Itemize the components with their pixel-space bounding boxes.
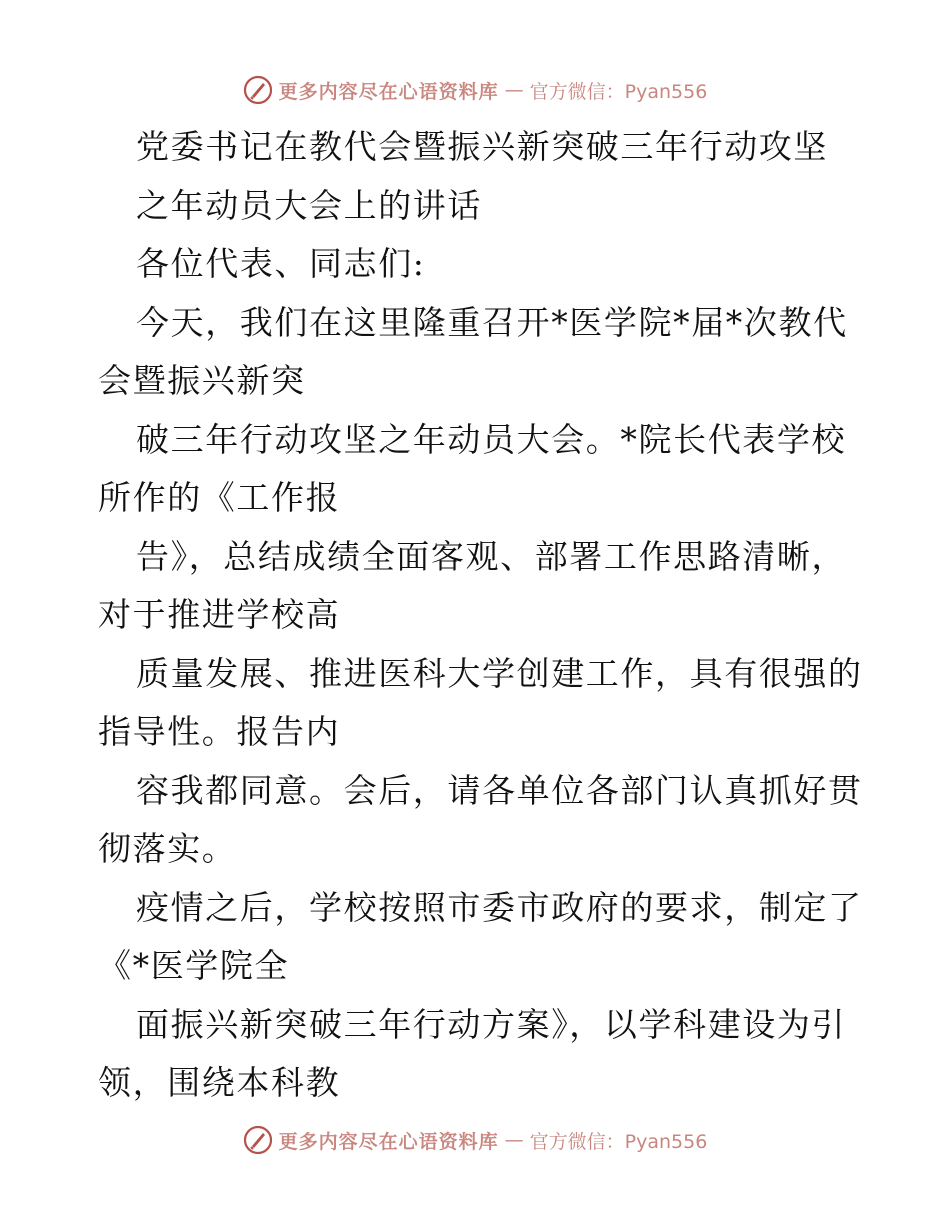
document-line: 各位代表、同志们: [136, 244, 426, 283]
document-line: 面振兴新突破三年行动方案》，以学科建设为引 [136, 1004, 847, 1044]
footer-watermark [0, 1120, 950, 1160]
document-line: 所作的《工作报 [98, 478, 341, 517]
document-line: 彻落实。 [98, 829, 237, 868]
header-watermark [0, 70, 950, 110]
document-line: 《*医学院全 [98, 946, 290, 985]
document-line: 对于推进学校高 [98, 595, 341, 634]
document-body [98, 118, 863, 1113]
document-line: 质量发展、推进医科大学创建工作，具有很强的 [136, 653, 863, 693]
document-line: 今天，我们在这里隆重召开*医学院*届*次教代 [136, 302, 848, 342]
watermark-separator: — [504, 79, 524, 101]
quill-pen-logo-icon [243, 75, 273, 105]
document-line: 之年动员大会上的讲话 [136, 185, 482, 225]
watermark-separator: — [504, 1129, 524, 1151]
document-line: 指导性。报告内 [98, 712, 341, 751]
document-line: 党委书记在教代会暨振兴新突破三年行动攻坚 [136, 127, 828, 166]
watermark-brand-text: 更多内容尽在心语资料库 [278, 1130, 499, 1153]
document-line: 疫情之后，学校按照市委市政府的要求，制定了 [136, 887, 863, 927]
watermark-contact-text: 官方微信：Pyan556 [529, 80, 708, 103]
watermark-contact-text: 官方微信：Pyan556 [529, 1130, 708, 1153]
document-line: 容我都同意。会后，请各单位各部门认真抓好贯 [136, 770, 863, 810]
quill-pen-logo-icon [243, 1125, 273, 1155]
document-line: 破三年行动攻坚之年动员大会。*院长代表学校 [136, 419, 847, 459]
document-line: 告》，总结成绩全面客观、部署工作思路清晰， [136, 536, 847, 576]
document-line: 领，围绕本科教 [98, 1063, 341, 1102]
watermark-brand-text: 更多内容尽在心语资料库 [278, 80, 499, 103]
document-line: 会暨振兴新突 [98, 361, 306, 400]
